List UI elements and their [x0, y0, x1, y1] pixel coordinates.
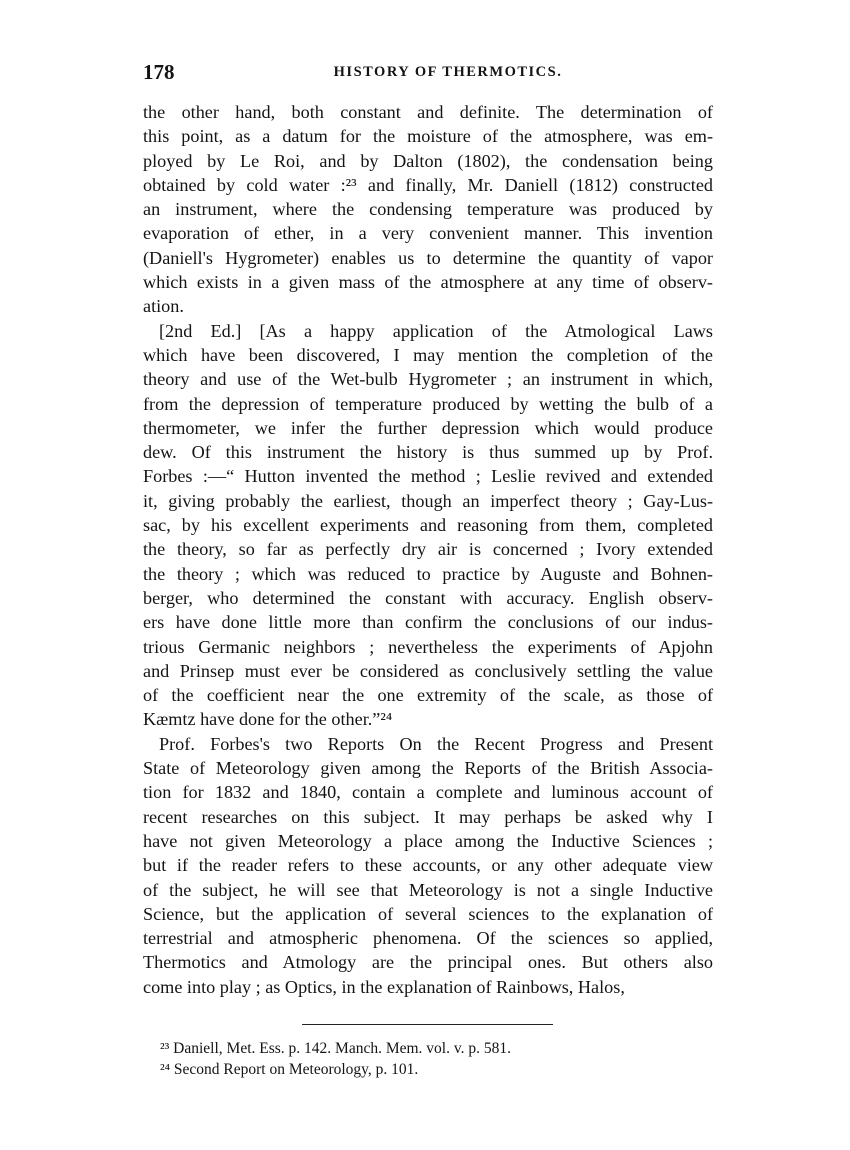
running-title: HISTORY OF THERMOTICS.	[333, 64, 563, 80]
text-line: tion for 1832 and 1840, contain a complete and luminous account of	[143, 782, 713, 803]
footnote: ²³ Daniell, Met. Ess. p. 142. Manch. Mem. vol. v. p. 581.	[160, 1040, 511, 1057]
footnote: ²⁴ Second Report on Meteorology, p. 101.	[160, 1061, 419, 1078]
text-line: sac, by his excellent experiments and reasoning from them, completed	[143, 515, 713, 536]
text-line: Science, but the application of several sciences to the explanation of	[143, 903, 713, 924]
text-line: Thermotics and Atmology are the principal ones. But others also	[143, 952, 713, 973]
text-line: theory and use of the Wet-bulb Hygrometer ; an instrument in which,	[143, 369, 713, 390]
text-line: an instrument, where the condensing temperature was produced by	[143, 199, 713, 220]
text-line: but if the reader refers to these accounts, or any other adequate view	[143, 855, 713, 876]
text-line: ployed by Le Roi, and by Dalton (1802), the condensation being	[143, 150, 713, 171]
text-line: come into play ; as Optics, in the explanation of Rainbows, Halos,	[143, 976, 625, 997]
text-line: (Daniell's Hygrometer) enables us to determine the quantity of vapor	[143, 247, 713, 268]
text-line: ation.	[143, 296, 184, 317]
text-line: this point, as a datum for the moisture of the atmosphere, was em-	[143, 126, 713, 147]
text-line: thermometer, we infer the further depression which would produce	[143, 417, 713, 438]
paragraph	[143, 100, 713, 319]
text-line: terrestrial and atmospheric phenomena. Of the sciences so applied,	[143, 928, 713, 949]
text-line: trious Germanic neighbors ; nevertheless the experiments of Apjohn	[143, 636, 713, 657]
text-line: from the depression of temperature produced by wetting the bulb of a	[143, 393, 713, 414]
text-line: have not given Meteorology a place among the Inductive Sciences ;	[143, 830, 713, 851]
text-line: Prof. Forbes's two Reports On the Recent Progress and Present	[159, 733, 713, 754]
text-line: evaporation of ether, in a very convenient manner. This invention	[143, 223, 713, 244]
text-line: Kæmtz have done for the other.”²⁴	[143, 709, 393, 730]
text-line: it, giving probably the earliest, though an imperfect theory ; Gay-Lus-	[143, 490, 713, 511]
text-line: of the subject, he will see that Meteorology is not a single Inductive	[143, 879, 713, 900]
text-line: which have been discovered, I may mention the completion of the	[143, 344, 713, 365]
body-text	[143, 100, 713, 999]
text-line: berger, who determined the constant with accuracy. English observ-	[143, 587, 713, 608]
text-line: ers have done little more than confirm the conclusions of our indus-	[143, 612, 713, 633]
text-line: Forbes :—“ Hutton invented the method ; Leslie revived and extended	[143, 466, 713, 487]
text-line: dew. Of this instrument the history is thus summed up by Prof.	[143, 442, 713, 463]
text-line: the theory ; which was reduced to practice by Auguste and Bohnen-	[143, 563, 713, 584]
text-line: the theory, so far as perfectly dry air is concerned ; Ivory extended	[143, 539, 713, 560]
text-line: obtained by cold water :²³ and finally, Mr. Daniell (1812) constructed	[143, 174, 713, 195]
text-line: State of Meteorology given among the Reports of the British Associa-	[143, 758, 713, 779]
text-line: recent researches on this subject. It may perhaps be asked why I	[143, 806, 713, 827]
text-line: [2nd Ed.] [As a happy application of the Atmological Laws	[159, 320, 713, 341]
paragraph	[143, 319, 713, 732]
text-line: of the coefficient near the one extremity of the scale, as those of	[143, 685, 713, 706]
page-number: 178	[143, 60, 175, 84]
footnote-divider	[302, 1024, 553, 1025]
text-line: the other hand, both constant and definite. The determination of	[143, 102, 713, 122]
text-line: which exists in a given mass of the atmosphere at any time of observ-	[143, 272, 713, 293]
page-header	[143, 58, 713, 88]
text-line: and Prinsep must ever be considered as conclusively settling the value	[143, 660, 713, 681]
paragraph	[143, 732, 713, 999]
footnotes	[160, 1038, 720, 1080]
